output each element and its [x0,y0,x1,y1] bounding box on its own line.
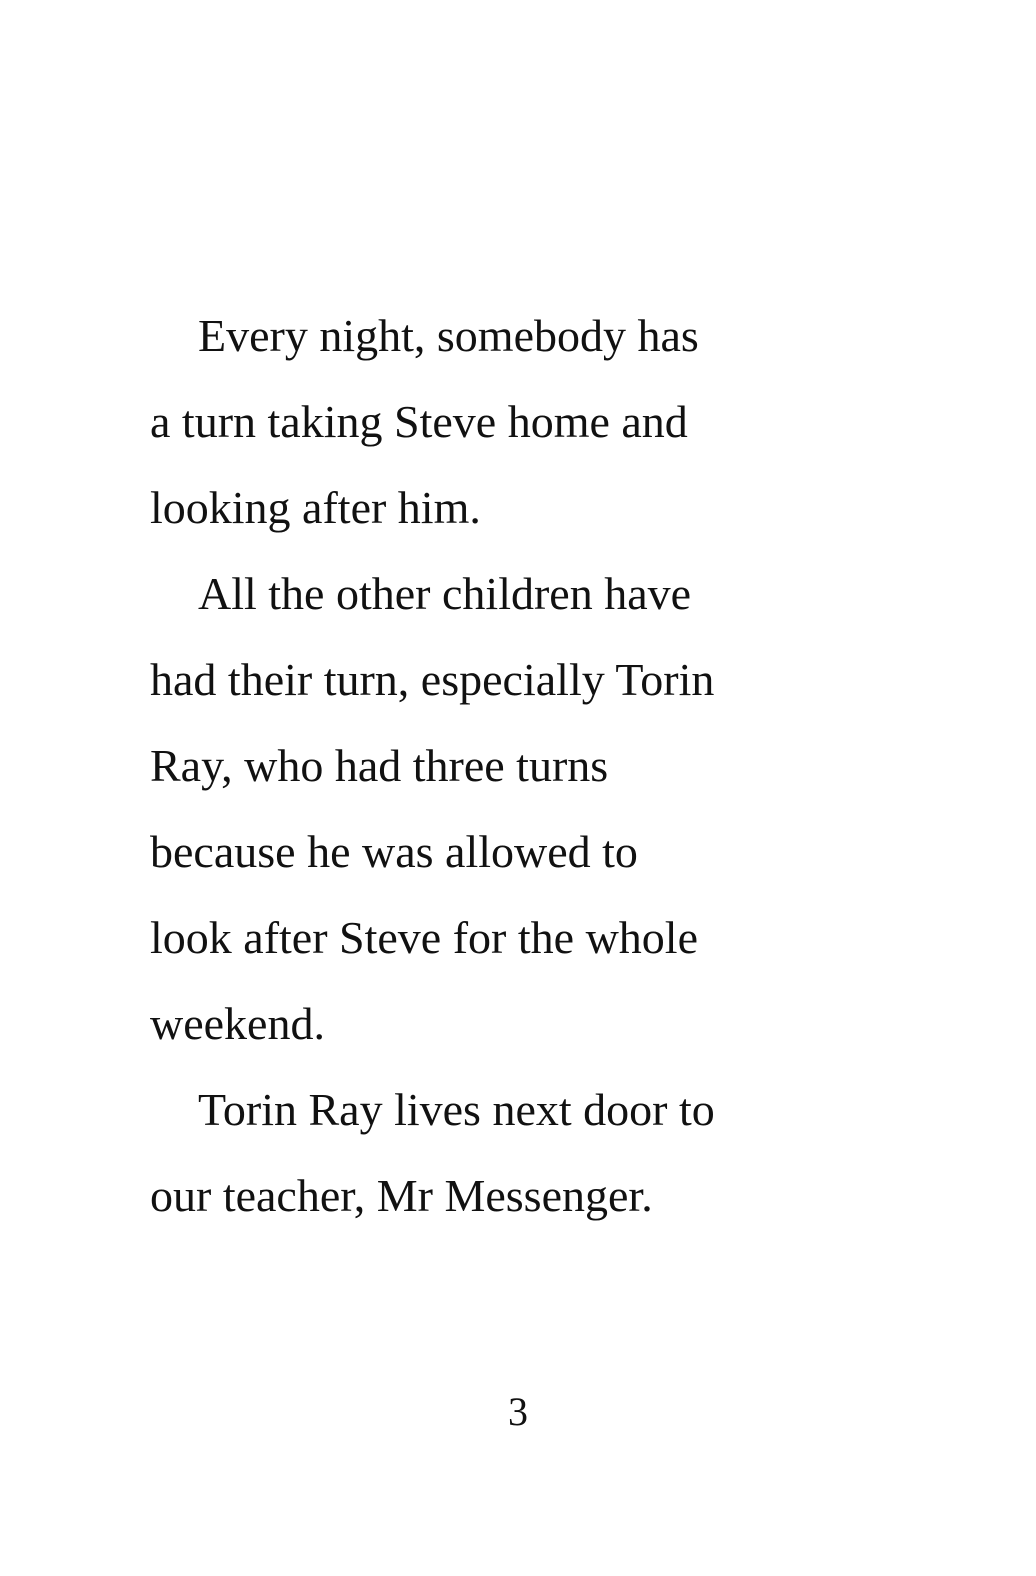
paragraph-1-line-3: looking after him. [150,482,481,533]
paragraph-2-line-6: weekend. [150,998,325,1049]
paragraph-2-line-2: had their turn, especially Torin [150,654,715,705]
page-number: 3 [508,1389,528,1434]
paragraph-2-line-3: Ray, who had three turns [150,740,609,791]
body-text [150,293,850,1239]
paragraph-3-line-1: Torin Ray lives next door to [198,1084,715,1135]
paragraph-3-line-2: our teacher, Mr Messenger. [150,1170,653,1221]
paragraph-1-line-1: Every night, somebody has [198,310,699,361]
paragraph-1-line-2: a turn taking Steve home and [150,396,688,447]
paragraph-2-line-1: All the other children have [198,568,692,619]
paragraph-2-line-5: look after Steve for the whole [150,912,698,963]
paragraph-2-line-4: because he was allowed to [150,826,638,877]
